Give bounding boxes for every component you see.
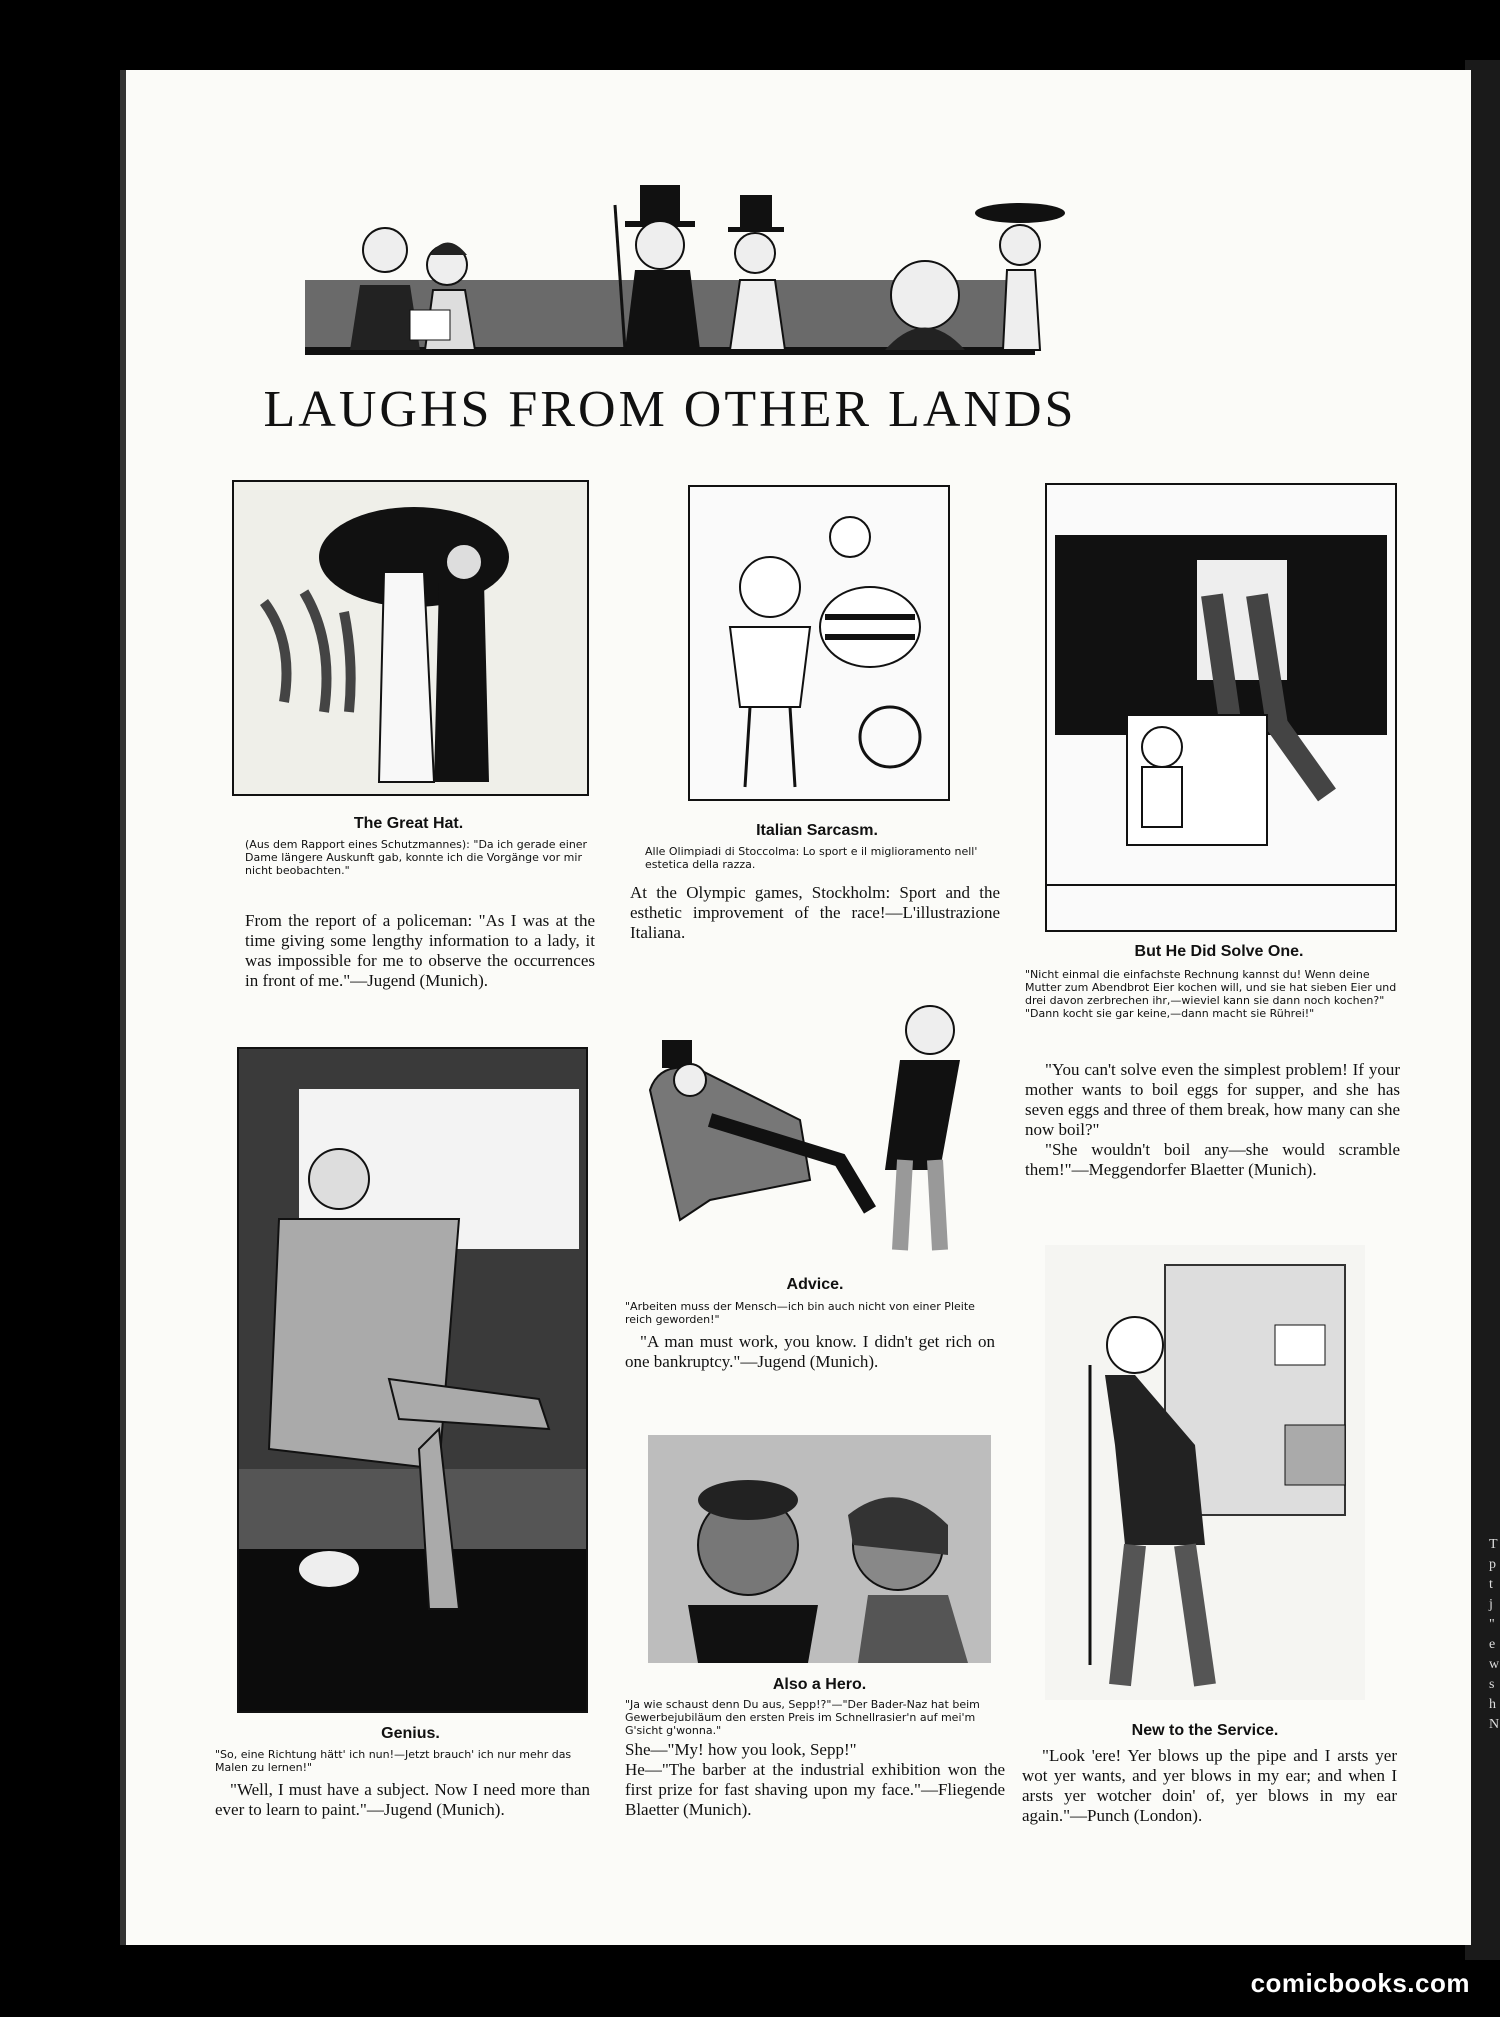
original-text-but-he-did-solve-one: "Nicht einmal die einfachste Rechnung kannst du! Wenn deine Mutter zum Abendbrot Eier kochen will, und sie hat sieben Eier und drei davon zerbrechen ihr,—wieviel kann sie dann noch kochen?" "Dann kocht sie gar keine,—dann macht sie Rührei!" — [1025, 968, 1397, 1020]
translation-italian-sarcasm — [630, 883, 1000, 943]
translation-genius-text: "Well, I must have a subject. Now I need more than ever to learn to paint."—Jugend (Munich). — [215, 1780, 590, 1819]
caption-italian-sarcasm: Italian Sarcasm. — [756, 822, 878, 839]
original-text-italian-sarcasm: Alle Olimpiadi di Stoccolma: Lo sport e il miglioramento nell' estetica della razza. — [645, 845, 978, 871]
translation-great-hat-text: From the report of a policeman: "As I was at the time giving some lengthy information to a lady, it was impossible for me to observe the occurrences in front of me."—Jugend (Munich). — [245, 911, 595, 990]
caption-new-to-the-service: New to the Service. — [1131, 1722, 1279, 1739]
cartoon-genius — [237, 1047, 588, 1713]
page-title: LAUGHS FROM OTHER LANDS — [263, 381, 1077, 438]
cartoon-great-hat — [232, 480, 589, 796]
adjacent-page-text: T p t j " e w s h N — [1489, 1537, 1500, 1732]
cartoon-advice — [640, 980, 990, 1270]
watermark-logo: comicbooks.com — [1250, 1968, 1470, 1998]
translation-also-a-hero-part-1: She—"My! how you look, Sepp!" — [625, 1740, 857, 1759]
translation-but-he-did-solve-one-part-2: "She wouldn't boil any—she would scramble them!"—Meggendorfer Blaetter (Munich). — [1025, 1140, 1400, 1179]
translation-genius — [215, 1780, 590, 1820]
cartoon-but-he-did-solve-one — [1045, 483, 1397, 932]
cartoon-also-a-hero — [648, 1435, 991, 1663]
translation-also-a-hero — [625, 1740, 1005, 1820]
cartoon-new-to-the-service — [1045, 1245, 1365, 1700]
translation-great-hat — [245, 911, 595, 991]
translation-but-he-did-solve-one — [1025, 1060, 1400, 1180]
translation-new-to-the-service-text: "Look 'ere! Yer blows up the pipe and I arsts yer wot yer wants, and yer blows in my ear; and when I arsts yer wotcher doin' of, yer blows in my ear again."—Punch (London). — [1022, 1746, 1397, 1825]
translation-but-he-did-solve-one-part-1: "You can't solve even the simplest problem! If your mother wants to boil eggs for supper, and she has seven eggs and three of them break, how many can she now boil?" — [1025, 1060, 1400, 1139]
header-banner-illustration — [185, 135, 1160, 360]
translation-new-to-the-service — [1022, 1746, 1397, 1826]
cartoon-italian-sarcasm — [688, 485, 950, 801]
caption-also-a-hero: Also a Hero. — [772, 1676, 867, 1693]
original-text-genius: "So, eine Richtung hätt' ich nun!—Jetzt brauch' ich nur mehr das Malen zu lernen!" — [215, 1748, 572, 1774]
translation-also-a-hero-part-2: He—"The barber at the industrial exhibition won the first prize for fast shaving upon my face."—Fliegende Blaetter (Munich). — [625, 1760, 1005, 1819]
original-text-also-a-hero: "Ja wie schaust denn Du aus, Sepp!?"—"Der Bader-Naz hat beim Gewerbejubiläum den ersten Preis im Schnellrasier'n auf mei'm G'sicht g'wonna." — [625, 1698, 980, 1737]
translation-italian-sarcasm-text: At the Olympic games, Stockholm: Sport and the esthetic improvement of the race!—L'illustrazione Italiana. — [630, 883, 1000, 942]
caption-great-hat: The Great Hat. — [353, 815, 464, 832]
original-text-advice: "Arbeiten muss der Mensch—ich bin auch nicht von einer Pleite reich geworden!" — [625, 1300, 975, 1326]
translation-advice — [625, 1332, 995, 1372]
caption-advice: Advice. — [786, 1276, 844, 1293]
caption-but-he-did-solve-one: But He Did Solve One. — [1134, 943, 1304, 960]
translation-advice-text: "A man must work, you know. I didn't get rich on one bankruptcy."—Jugend (Munich). — [625, 1332, 995, 1371]
original-text-great-hat: (Aus dem Rapport eines Schutzmannes): "Da ich gerade einer Dame längere Auskunft gab, konnte ich die Vorgänge vor mir nicht beobachten." — [245, 838, 588, 877]
caption-genius: Genius. — [381, 1725, 440, 1742]
